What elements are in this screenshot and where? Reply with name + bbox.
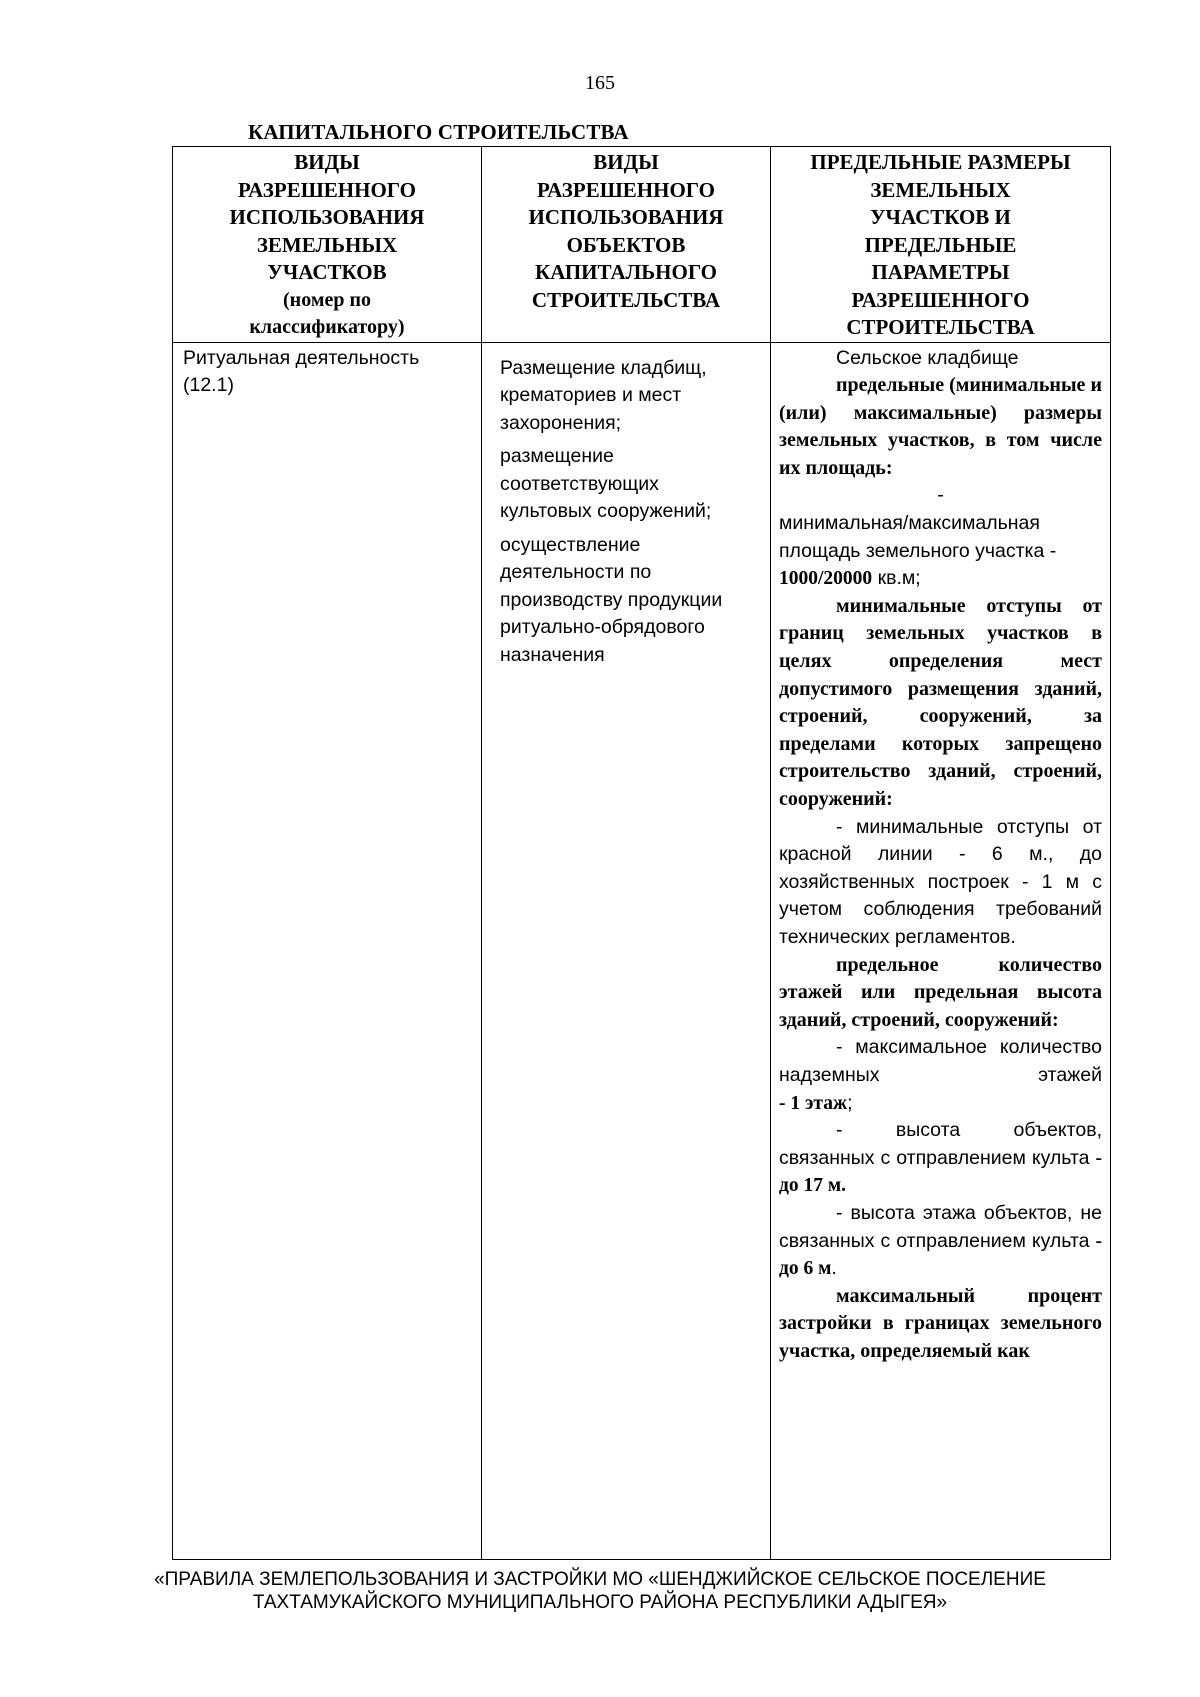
parameter-value: - до 17 м. <box>779 1147 1102 1197</box>
regulations-table <box>172 146 1111 1560</box>
header-line: УЧАСТКОВ И <box>870 205 1011 229</box>
parameter-text <box>779 1034 1102 1089</box>
header-subline: классификатору) <box>249 316 405 338</box>
parameter-text-part: максимальное количество надземных этажей <box>779 1036 1102 1086</box>
parameter-text: - минимальные отступы от красной линии - 6 м., до хозяйственных построек - 1 м с учетом соблюдения требований технических регламентов. <box>779 815 1102 948</box>
header-line: ПРЕДЕЛЬНЫЕ РАЗМЕРЫ <box>810 150 1071 174</box>
parameter-text: - 1 этаж; <box>779 1091 853 1114</box>
parameter-dash: - <box>937 484 944 507</box>
construction-use-cell <box>482 342 771 1559</box>
parameter-value: - 1 этаж <box>779 1092 848 1114</box>
land-use-name: Ритуальная деятельность <box>183 346 420 369</box>
header-line: ПАРАМЕТРЫ <box>871 260 1010 284</box>
header-line: РАЗРЕШЕННОГО <box>537 177 715 202</box>
table-row <box>173 342 1111 1559</box>
parameter-heading: предельное количество этажей или предельная высота зданий, строений, сооружений: <box>779 953 1102 1031</box>
header-line: ИСПОЛЬЗОВАНИЯ <box>528 205 724 229</box>
parameter-text <box>779 510 1102 593</box>
footer-line: «ПРАВИЛА ЗЕМЛЕПОЛЬЗОВАНИЯ И ЗАСТРОЙКИ МО «ШЕНДЖИЙСКОЕ СЕЛЬСКОЕ ПОСЕЛЕНИЕ <box>154 1569 1046 1590</box>
section-heading: КАПИТАЛЬНОГО СТРОИТЕЛЬСТВА <box>248 120 629 144</box>
header-construction-use-types <box>482 147 771 343</box>
header-limit-parameters <box>771 147 1111 343</box>
header-line: УЧАСТКОВ <box>267 260 387 284</box>
parameter-text-part: - высота этажа объектов, не связанных с отправлением культа <box>779 1201 1102 1252</box>
header-subline: (номер по <box>283 288 371 311</box>
header-line: ОБЪЕКТОВ <box>566 232 686 257</box>
table-header-row <box>173 147 1111 343</box>
use-item: Размещение кладбищ, крематориев и мест захоронения; <box>500 356 707 434</box>
parameter-value: - до 6 м <box>779 1230 1102 1280</box>
parameter-dash: - <box>836 1036 843 1059</box>
page-number: 165 <box>585 72 615 94</box>
header-land-use-types <box>173 147 482 343</box>
header-line: СТРОИТЕЛЬСТВА <box>531 287 721 312</box>
footer-line: ТАХТАМУКАЙСКОГО МУНИЦИПАЛЬНОГО РАЙОНА РЕСПУБЛИКИ АДЫГЕЯ» <box>252 1592 948 1613</box>
parameter-heading: максимальный процент застройки в границах земельного участка, определяемый как <box>779 1284 1102 1362</box>
parameter-value: 1000/20000 <box>779 568 873 590</box>
parameters-cell <box>771 342 1111 1559</box>
land-use-code: (12.1) <box>183 374 234 396</box>
parameter-text-part: - высота объектов, связанных с отправлением культа <box>779 1119 1102 1169</box>
header-line: СТРОИТЕЛЬСТВА <box>846 315 1035 339</box>
header-line: РАЗРЕШЕННОГО <box>238 177 416 202</box>
parameter-heading: минимальные отступы от границ земельных участков в целях определения мест допустимого размещения зданий, строений, сооружений, за пределами которых запрещено строительство зданий, строений, сооружений: <box>779 594 1102 810</box>
use-item: осуществление деятельности по производству продукции ритуально-обрядового назначения <box>500 533 723 666</box>
land-use-cell <box>173 342 482 1559</box>
parameter-unit: кв.м; <box>877 567 921 590</box>
parameter-text <box>779 1117 1102 1200</box>
header-line: ИСПОЛЬЗОВАНИЯ <box>229 205 425 229</box>
parameter-text: - высота этажа объектов, не связанных с отправлением культа - до 6 м. <box>779 1201 1102 1280</box>
header-line: ВИДЫ <box>593 150 659 174</box>
header-line: ЗЕМЕЛЬНЫХ <box>870 177 1011 202</box>
header-line: ПРЕДЕЛЬНЫЕ <box>864 232 1017 257</box>
header-line: РАЗРЕШЕННОГО <box>851 287 1030 312</box>
parameter-text-part: минимальная/максимальная площадь земельного участка - <box>779 512 1057 562</box>
parameter-heading: предельные (минимальные и (или) максимальные) размеры земельных участков, в том числе их площадь: <box>779 374 1102 479</box>
parameter-title: Сельское кладбище <box>836 346 1019 369</box>
use-item: размещение соответствующих культовых сооружений; <box>500 445 712 522</box>
header-line: ЗЕМЕЛЬНЫХ <box>256 232 398 257</box>
header-line: КАПИТАЛЬНОГО <box>534 260 718 284</box>
document-footer <box>0 1568 1200 1614</box>
header-line: ВИДЫ <box>294 150 360 174</box>
